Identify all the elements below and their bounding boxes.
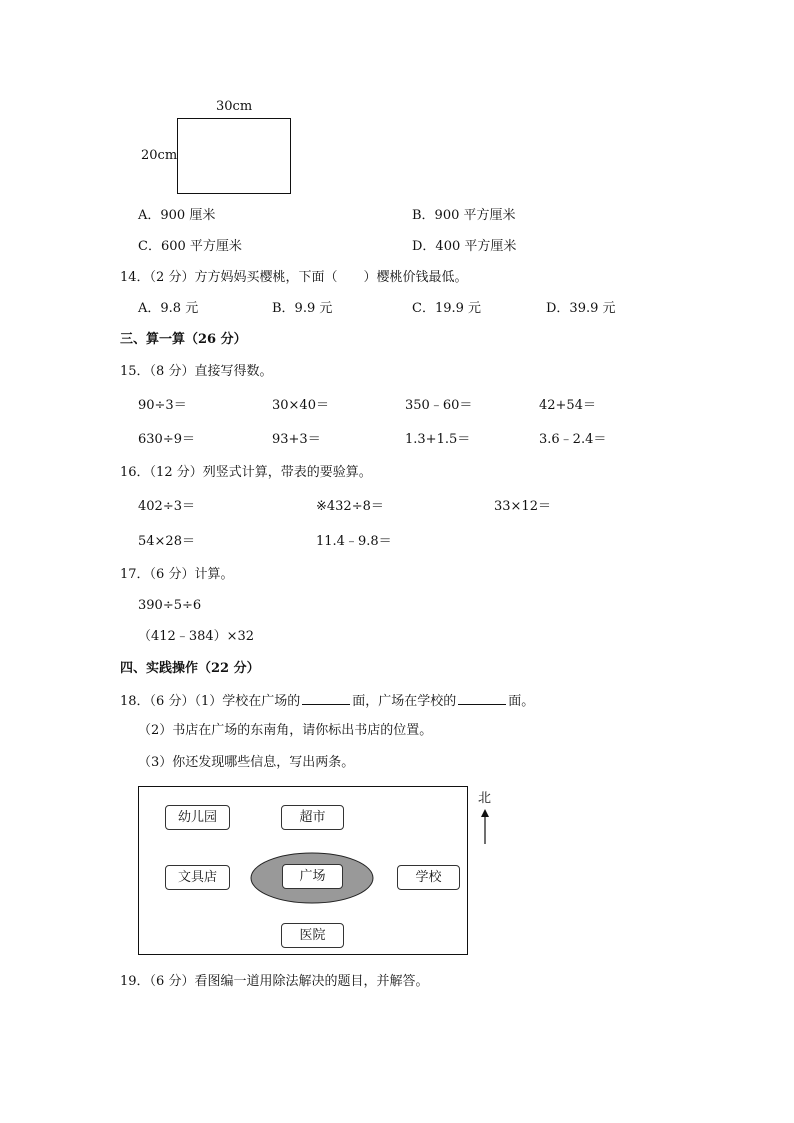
q15-item: 30×40＝: [272, 398, 329, 413]
q17-line: 390÷5÷6: [138, 598, 202, 613]
q18-part1-a: 18．（6 分）（1）学校在广场的: [120, 694, 301, 709]
q13-option-d: D．400 平方厘米: [412, 239, 517, 254]
q15-item: 90÷3＝: [138, 398, 187, 413]
rect-left-label: 20cm: [141, 148, 178, 163]
place-kindergarten: 幼儿园: [165, 805, 230, 830]
q15-stem: 15．（8 分）直接写得数。: [120, 364, 273, 379]
q18-part1-c: 面。: [508, 694, 535, 709]
q13-option-c: C．600 平方厘米: [138, 239, 242, 254]
q16-item: 54×28＝: [138, 534, 195, 549]
place-stationery: 文具店: [165, 865, 230, 890]
place-school: 学校: [397, 865, 460, 890]
q18-part3: （3）你还发现哪些信息，写出两条。: [138, 755, 355, 770]
q15-item: 1.3+1.5＝: [405, 432, 471, 447]
q18-part1: [120, 692, 534, 710]
q15-item: 350﹣60＝: [405, 398, 473, 413]
q14-option-c: C．19.9 元: [412, 301, 482, 316]
q16-item: 11.4﹣9.8＝: [316, 534, 392, 549]
section-4-title: 四、实践操作（22 分）: [120, 661, 260, 676]
rect-top-label: 30cm: [216, 99, 253, 114]
place-square: 广场: [282, 864, 343, 889]
q15-item: 630÷9＝: [138, 432, 195, 447]
answer-blank[interactable]: [458, 692, 506, 705]
q15-item: 3.6﹣2.4＝: [539, 432, 607, 447]
north-arrow-icon: [479, 809, 491, 845]
q16-stem: 16．（12 分）列竖式计算，带表的要验算。: [120, 465, 372, 480]
q13-option-b: B．900 平方厘米: [412, 208, 516, 223]
q14-option-a: A．9.8 元: [138, 301, 199, 316]
q16-item: 402÷3＝: [138, 499, 195, 514]
q16-item: ※432÷8＝: [316, 499, 384, 514]
north-label: 北: [478, 791, 492, 806]
answer-blank[interactable]: [302, 692, 350, 705]
q14-option-b: B．9.9 元: [272, 301, 333, 316]
q15-item: 42+54＝: [539, 398, 596, 413]
place-supermarket: 超市: [281, 805, 344, 830]
q17-stem: 17．（6 分）计算。: [120, 567, 234, 582]
q18-part2: （2）书店在广场的东南角，请你标出书店的位置。: [138, 723, 433, 738]
q16-item: 33×12＝: [494, 499, 551, 514]
q14-option-d: D．39.9 元: [546, 301, 616, 316]
place-hospital: 医院: [281, 923, 344, 948]
q13-option-a: A．900 厘米: [138, 208, 216, 223]
q15-item: 93+3＝: [272, 432, 321, 447]
rectangle-figure: [177, 118, 291, 194]
q18-part1-b: 面，广场在学校的: [352, 694, 457, 709]
section-3-title: 三、算一算（26 分）: [120, 332, 247, 347]
q17-line: （412﹣384）×32: [138, 629, 255, 644]
q14-stem: 14．（2 分）方方妈妈买樱桃，下面（ ）樱桃价钱最低。: [120, 270, 468, 285]
q19-stem: 19．（6 分）看图编一道用除法解决的题目，并解答。: [120, 974, 429, 989]
